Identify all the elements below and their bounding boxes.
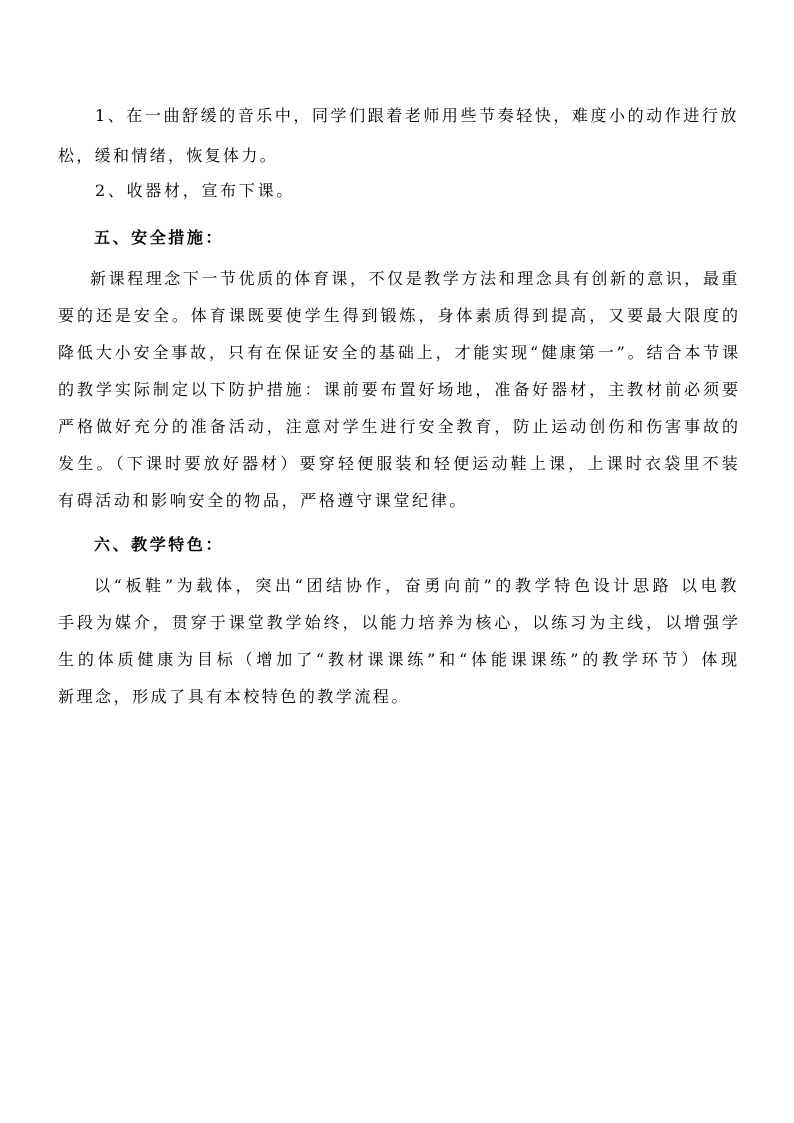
features-heading: 六、教学特色：: [94, 535, 224, 554]
safety-paragraph-line: 有碍活动和影响安全的物品，严格遵守课堂纪律。: [58, 491, 468, 510]
paragraph-line: [0, 682, 794, 712]
paragraph-line: [0, 412, 794, 442]
paragraph-line: [0, 264, 794, 294]
paragraph-line: [0, 375, 794, 405]
paragraph-line: [0, 645, 794, 675]
safety-paragraph-line: 严格做好充分的准备活动，注意对学生进行安全教育，防止运动创伤和伤害事故的: [58, 417, 741, 436]
safety-paragraph-line: 的教学实际制定以下防护措施：课前要布置好场地，准备好器材，主教材前必须要: [58, 380, 741, 399]
paragraph-line: [0, 301, 794, 331]
section-heading-line: [0, 530, 794, 560]
paragraph-line: [0, 101, 794, 131]
paragraph-line: [0, 141, 794, 171]
paragraph-line: [0, 486, 794, 516]
closing-step-1-line-1: 1、在一曲舒缓的音乐中，同学们跟着老师用些节奏轻快，难度小的动作进行放: [95, 106, 739, 125]
safety-paragraph-line: 新课程理念下一节优质的体育课，不仅是教学方法和理念具有创新的意识，最重: [90, 269, 740, 288]
safety-paragraph-line: 发生。（下课时要放好器材）要穿轻便服装和轻便运动鞋上课，上课时衣袋里不装: [58, 454, 741, 473]
safety-heading: 五、安全措施：: [94, 228, 224, 247]
section-heading-line: [0, 223, 794, 253]
features-paragraph-line: 新理念，形成了具有本校特色的教学流程。: [58, 687, 410, 706]
features-paragraph-line: 以“板鞋”为载体，突出“团结协作，奋勇向前”的教学特色设计思路 以电教: [94, 576, 741, 595]
closing-step-1-line-2: 松，缓和情绪，恢复体力。: [58, 146, 278, 165]
paragraph-line: [0, 176, 794, 206]
paragraph-line: [0, 449, 794, 479]
safety-paragraph-line: 降低大小安全事故，只有在保证安全的基础上，才能实现“健康第一”。结合本节课: [58, 343, 741, 362]
features-paragraph-line: 手段为媒介，贯穿于课堂教学始终，以能力培养为核心，以练习为主线，以增强学: [58, 613, 741, 632]
features-paragraph-line: 生的体质健康为目标（增加了“教材课课练”和“体能课课练”的教学环节）体现: [58, 650, 741, 669]
safety-paragraph-line: 要的还是安全。体育课既要使学生得到锻炼，身体素质得到提高，又要最大限度的: [58, 306, 741, 325]
paragraph-line: [0, 338, 794, 368]
closing-step-2: 2、收器材，宣布下课。: [95, 181, 295, 200]
paragraph-line: [0, 608, 794, 638]
paragraph-line: [0, 571, 794, 601]
